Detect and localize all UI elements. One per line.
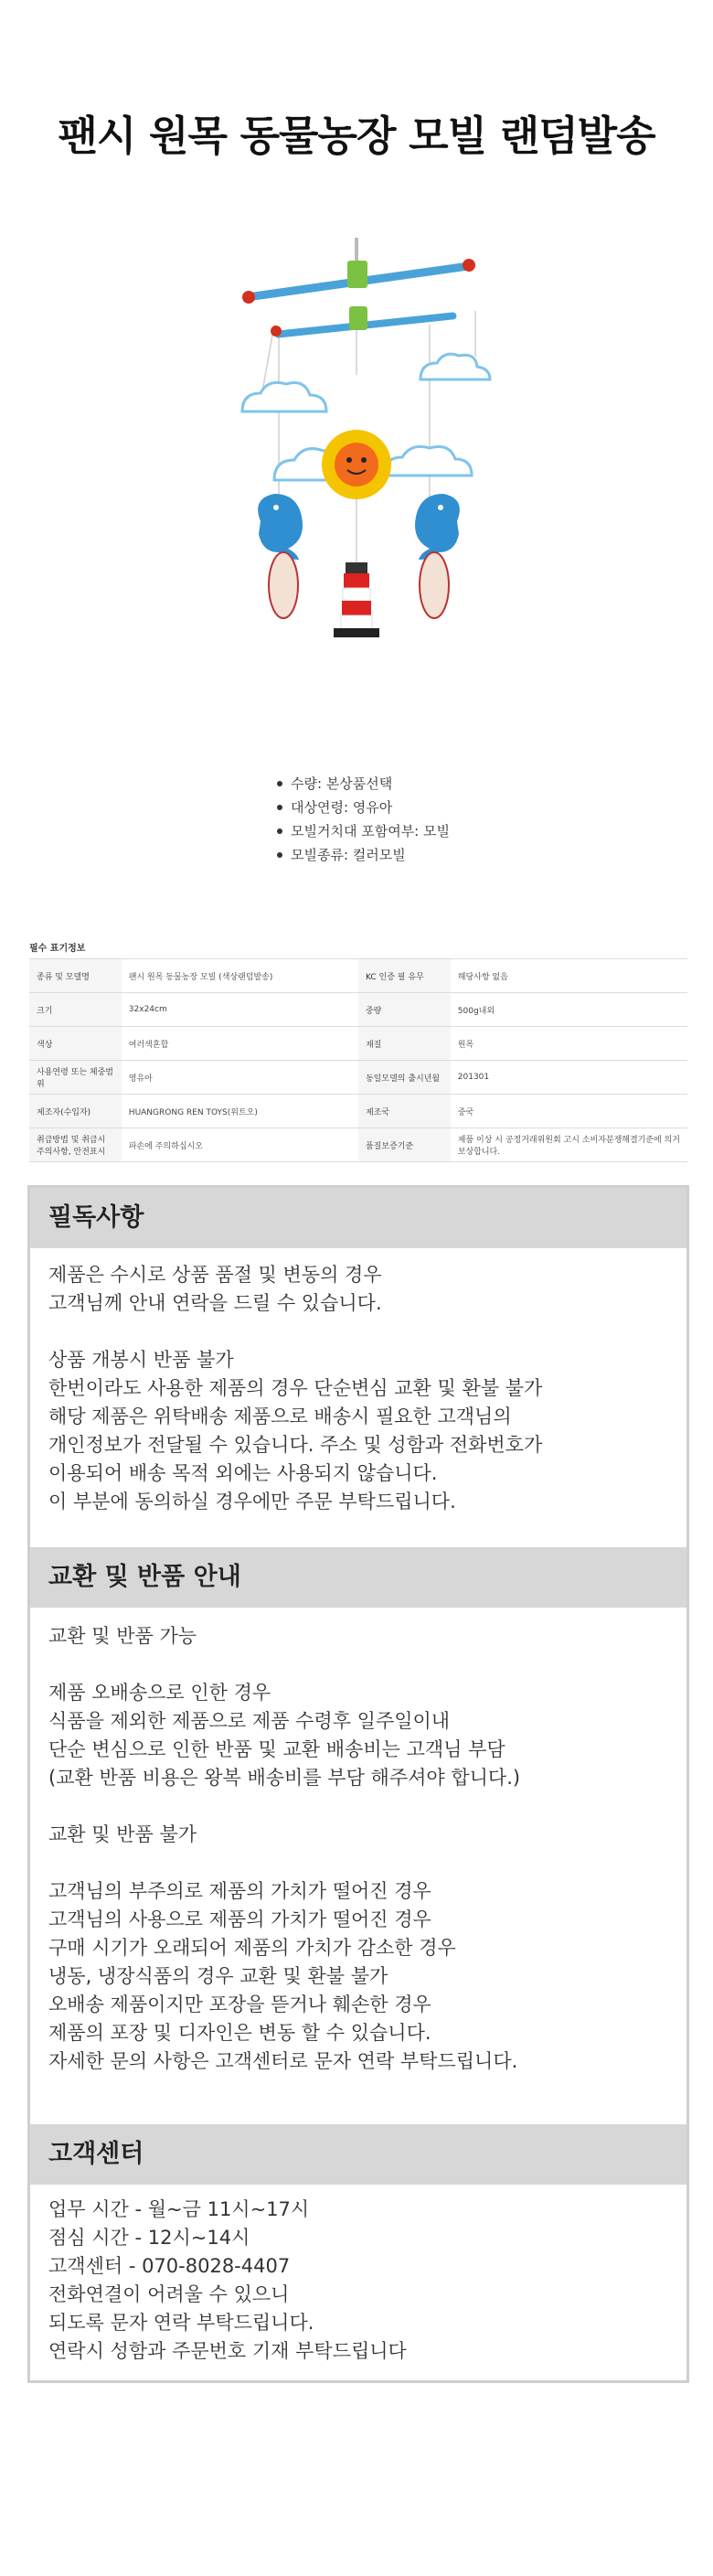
text-line: 한번이라도 사용한 제품의 경우 단순변심 교환 및 환불 불가 bbox=[48, 1377, 543, 1399]
text-line: 업무 시간 - 월~금 11시~17시 bbox=[48, 2198, 310, 2220]
text-line bbox=[48, 1792, 679, 1821]
feature-item: 대상연령: 영유아 bbox=[274, 796, 450, 819]
spec-key: 재질 bbox=[358, 1027, 451, 1061]
text-line: 개인정보가 전달될 수 있습니다. 주소 및 성함과 전화번호가 bbox=[48, 1434, 543, 1456]
feature-item: 모빌종류: 컬러모빌 bbox=[274, 843, 450, 867]
text-line: 고객님의 부주의로 제품의 가치가 떨어진 경우 bbox=[48, 1880, 431, 1902]
feature-list bbox=[274, 772, 450, 867]
spec-key: 제조국 bbox=[358, 1095, 451, 1128]
table-row bbox=[29, 1128, 687, 1162]
text-line: 식품을 제외한 제품으로 제품 수령후 일주일이내 bbox=[48, 1710, 451, 1732]
table-row bbox=[29, 1027, 687, 1061]
text-line: 제품 오배송으로 인한 경우 bbox=[48, 1682, 271, 1704]
spec-value: 파손에 주의하십시오 bbox=[122, 1128, 358, 1162]
spec-table bbox=[29, 958, 687, 1162]
feature-item: 수량: 본상품선택 bbox=[274, 772, 450, 796]
text-line: 교환 및 반품 가능 bbox=[48, 1625, 197, 1647]
spec-value: 영유아 bbox=[122, 1061, 358, 1095]
text-line: 구매 시기가 오래되어 제품의 가치가 감소한 경우 bbox=[48, 1937, 456, 1959]
spec-value: 제품 이상 시 공정거래위원회 고시 소비자분쟁해결기준에 의거 보상합니다. bbox=[451, 1128, 687, 1162]
spec-value: 해당사항 없음 bbox=[451, 959, 687, 993]
spec-value: 중국 bbox=[451, 1095, 687, 1128]
spec-key: 색상 bbox=[29, 1027, 122, 1061]
text-line: 이 부분에 동의하실 경우에만 주문 부탁드립니다. bbox=[48, 1491, 456, 1512]
text-line: 상품 개봉시 반품 불가 bbox=[48, 1349, 234, 1371]
wooden-mobile-image bbox=[210, 219, 512, 649]
section-body-notice bbox=[48, 1261, 679, 1516]
section-header-customer-center: 고객센터 bbox=[30, 2124, 686, 2185]
text-line: 고객님의 사용으로 제품의 가치가 떨어진 경우 bbox=[48, 1908, 431, 1930]
text-line: (교환 반품 비용은 왕복 배송비를 부담 해주셔야 합니다.) bbox=[48, 1767, 521, 1789]
spec-value: 500g내외 bbox=[451, 993, 687, 1027]
product-title: 팬시 원목 동물농장 모빌 랜덤발송 bbox=[58, 112, 655, 160]
text-line: 고객님께 안내 연락을 드릴 수 있습니다. bbox=[48, 1292, 382, 1314]
text-line bbox=[48, 1849, 679, 1877]
text-line: 자세한 문의 사항은 고객센터로 문자 연락 부탁드립니다. bbox=[48, 2050, 518, 2072]
spec-key: 취급방법 및 취급시 주의사항, 안전표시 bbox=[29, 1128, 122, 1162]
text-line: 이용되어 배송 목적 외에는 사용되지 않습니다. bbox=[48, 1462, 438, 1484]
spec-key: 크기 bbox=[29, 993, 122, 1027]
spec-key: 사용연령 또는 체중범위 bbox=[29, 1061, 122, 1095]
spec-key: 종류 및 모델명 bbox=[29, 959, 122, 993]
spec-value: 팬시 원목 동물농장 모빌 (색상랜덤발송) bbox=[122, 959, 358, 993]
text-line: 점심 시간 - 12시~14시 bbox=[48, 2227, 250, 2249]
section-header-exchange: 교환 및 반품 안내 bbox=[30, 1547, 686, 1608]
table-row bbox=[29, 1095, 687, 1128]
text-line: 교환 및 반품 불가 bbox=[48, 1823, 197, 1845]
spec-key: KC 인증 필 유무 bbox=[358, 959, 451, 993]
table-row bbox=[29, 959, 687, 993]
text-line: 연락시 성함과 주문번호 기재 부탁드립니다 bbox=[48, 2340, 407, 2362]
text-line: 제품은 수시로 상품 품절 및 변동의 경우 bbox=[48, 1264, 382, 1286]
spec-value: HUANGRONG REN TOYS(위트오) bbox=[122, 1095, 358, 1128]
feature-item: 모빌거치대 포함여부: 모빌 bbox=[274, 819, 450, 843]
section-body-customer-center bbox=[48, 2196, 679, 2366]
spec-value: 201301 bbox=[451, 1061, 687, 1095]
section-body-exchange bbox=[48, 1622, 679, 2076]
text-line: 되도록 문자 연락 부탁드립니다. bbox=[48, 2312, 314, 2334]
text-line: 제품의 포장 및 디자인은 변동 할 수 있습니다. bbox=[48, 2022, 431, 2044]
spec-value: 원목 bbox=[451, 1027, 687, 1061]
text-line: 전화연결이 어려울 수 있으니 bbox=[48, 2283, 290, 2305]
text-line bbox=[48, 1651, 679, 1679]
spec-key: 제조자(수입자) bbox=[29, 1095, 122, 1128]
text-line: 냉동, 냉장식품의 경우 교환 및 환불 불가 bbox=[48, 1965, 388, 1987]
table-row bbox=[29, 1061, 687, 1095]
spec-key: 중량 bbox=[358, 993, 451, 1027]
spec-key: 품질보증기준 bbox=[358, 1128, 451, 1162]
text-line bbox=[48, 1318, 679, 1346]
spec-heading: 필수 표기정보 bbox=[29, 944, 86, 954]
notice-box bbox=[27, 1185, 689, 2383]
text-line: 오배송 제품이지만 포장을 뜯거나 훼손한 경우 bbox=[48, 1993, 431, 2015]
spec-value: 여러색혼합 bbox=[122, 1027, 358, 1061]
spec-value: 32x24cm bbox=[122, 993, 358, 1027]
text-line: 해당 제품은 위탁배송 제품으로 배송시 필요한 고객님의 bbox=[48, 1406, 512, 1427]
text-line: 단순 변심으로 인한 반품 및 교환 배송비는 고객님 부담 bbox=[48, 1738, 505, 1760]
text-line: 고객센터 - 070-8028-4407 bbox=[48, 2255, 291, 2277]
section-header-notice: 필독사항 bbox=[30, 1188, 686, 1248]
spec-key: 동일모델의 출시년월 bbox=[358, 1061, 451, 1095]
table-row bbox=[29, 993, 687, 1027]
